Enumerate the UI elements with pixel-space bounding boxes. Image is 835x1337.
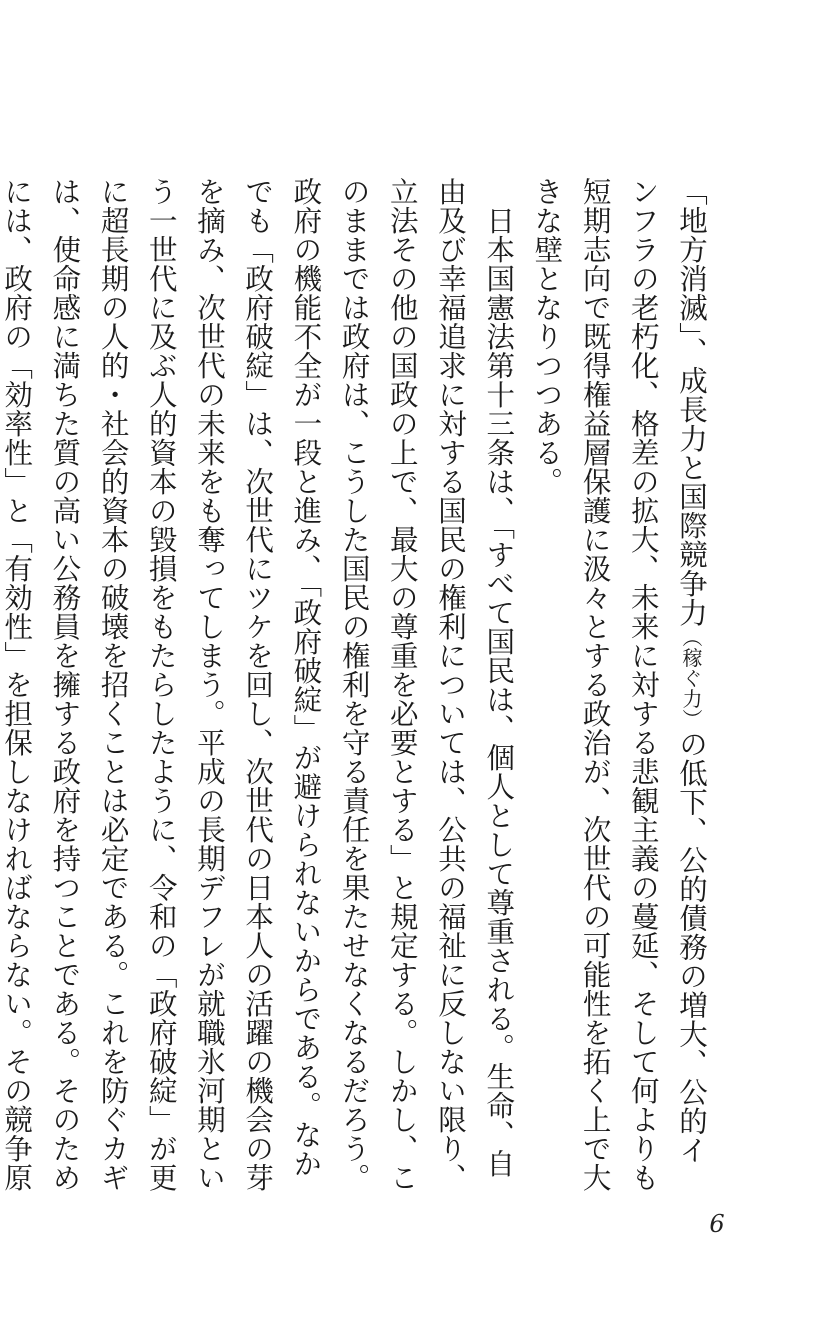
paragraph-1-text-b: の低下、公的債務の増大、公的インフラの老朽化、格差の拡大、未来に対する悲観主義の蔓延、そして何よりも短期志向で既得権益層保護に汲々とする政治が、次世代の可能性を拓く上で大きな壁となりつつある。 [530,177,708,1192]
page-number: 6 [709,1210,725,1238]
paragraph-1 [522,177,715,1192]
paragraph-1-text-a: 「地方消滅」、成長力と国際競争力 [675,177,708,627]
body-text [0,177,715,1192]
paragraph-2: 日本国憲法第十三条は、「すべて国民は、個人として尊重される。生命、自由及び幸福追求に対する国民の権利については、公共の福祉に反しない限り、立法その他の国政の上で、最大の尊重を必要とする」と規定する。しかし、このままでは政府は、こうした国民の権利を守る責任を果たせなくなるだろう。政府の機能不全が一段と進み、「政府破綻」が避けられないからである。なかでも「政府破綻」は、次世代にツケを回し、次世代の日本人の活躍の機会の芽を摘み、次世代の未来をも奪ってしまう。平成の長期デフレが就職氷河期という一世代に及ぶ人的資本の毀損をもたらしたように、令和の「政府破綻」が更に超長期の人的・社会的資本の破壊を招くことは必定である。これを防ぐカギは、使命感に満ちた質の高い公務員を擁する政府を持つことである。そのためには、政府の「効率性」と「有効性」を担保しなければならない。その競争原 [0,177,516,1192]
paragraph-1-note: （稼ぐ力） [679,626,703,730]
